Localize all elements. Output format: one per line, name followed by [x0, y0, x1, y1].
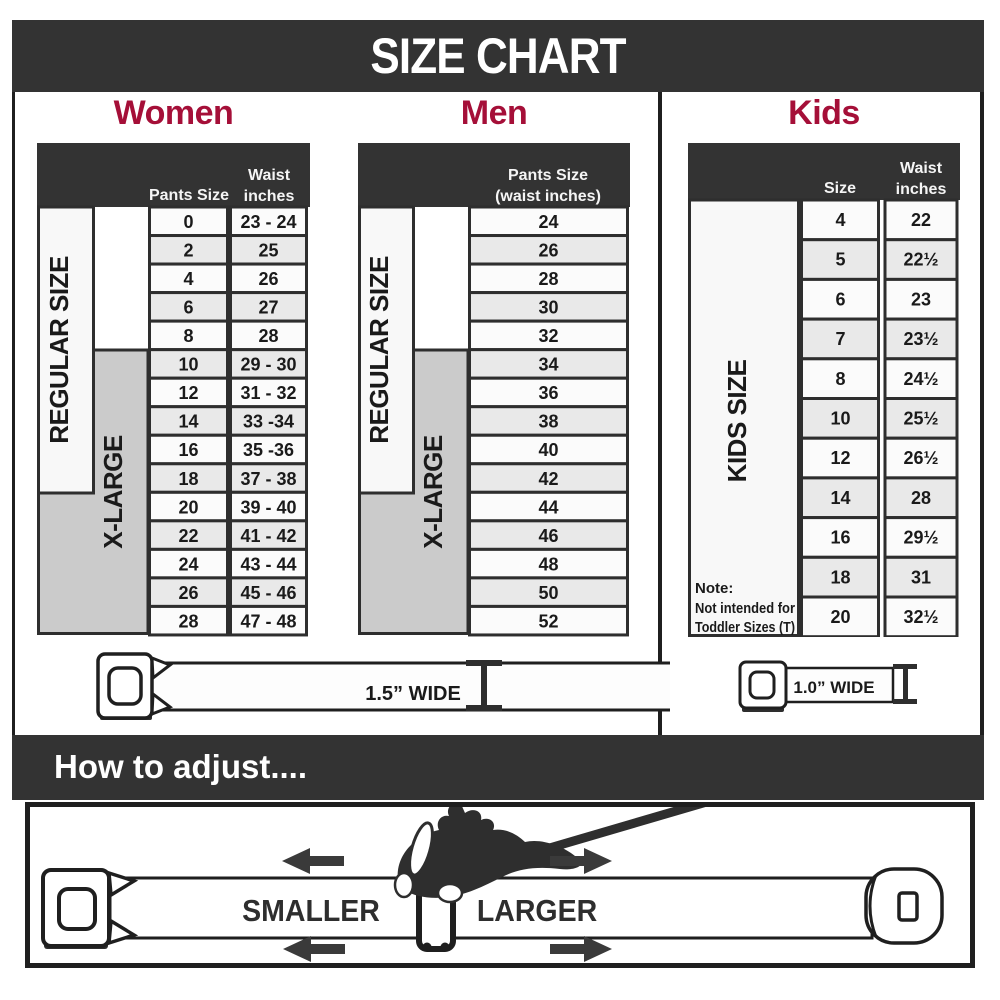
svg-text:24: 24 [538, 212, 559, 232]
adult-belt-illustration [90, 648, 670, 737]
svg-text:25½: 25½ [903, 408, 939, 429]
panel-divider [658, 92, 662, 735]
svg-text:27: 27 [258, 297, 279, 318]
svg-text:Pants Size: Pants Size [507, 167, 589, 184]
svg-text:12: 12 [830, 448, 851, 469]
women-size-table [37, 143, 310, 642]
svg-text:23½: 23½ [903, 329, 939, 350]
svg-text:43 - 44: 43 - 44 [240, 554, 297, 575]
men-size-table [358, 143, 630, 642]
svg-text:10: 10 [830, 408, 851, 429]
men-section-title: Men [460, 94, 528, 132]
svg-text:29½: 29½ [903, 527, 939, 548]
kids-belt-width-label: 1.0” WIDE [793, 678, 875, 697]
svg-text:28: 28 [178, 611, 199, 632]
svg-text:8: 8 [835, 368, 846, 389]
svg-text:45 - 46: 45 - 46 [240, 582, 297, 603]
kids-note-line3: Toddler Sizes (T) [695, 619, 795, 636]
svg-text:41 - 42: 41 - 42 [240, 525, 297, 546]
svg-text:24: 24 [178, 554, 199, 575]
svg-text:31: 31 [910, 567, 932, 588]
svg-text:42: 42 [538, 468, 559, 489]
svg-text:18: 18 [830, 567, 851, 588]
svg-text:47 - 48: 47 - 48 [240, 611, 297, 632]
svg-text:24½: 24½ [903, 368, 939, 389]
title-bar [12, 20, 984, 92]
adult-belt-width-label: 1.5” WIDE [365, 683, 461, 705]
svg-text:16: 16 [178, 440, 199, 461]
svg-text:16: 16 [830, 527, 851, 548]
svg-text:Size: Size [823, 180, 857, 197]
main-panels [12, 92, 984, 735]
women-regular-size-label: REGULAR SIZE [44, 256, 74, 444]
men-xlarge-label: X-LARGE [418, 435, 448, 549]
svg-text:37 - 38: 37 - 38 [240, 468, 297, 489]
smaller-label: SMALLER [242, 893, 380, 929]
svg-text:14: 14 [830, 487, 851, 508]
smaller-arrow-icon [282, 848, 344, 874]
svg-text:inches: inches [243, 188, 295, 205]
larger-label: LARGER [476, 893, 598, 929]
svg-text:39 - 40: 39 - 40 [240, 497, 297, 518]
svg-text:14: 14 [178, 411, 199, 432]
svg-text:6: 6 [183, 297, 194, 318]
men-regular-size-label: REGULAR SIZE [364, 256, 394, 444]
svg-text:36: 36 [538, 383, 559, 404]
kids-note-line2: Not intended for [695, 600, 796, 617]
page-title: SIZE CHART [370, 28, 626, 84]
svg-text:31 - 32: 31 - 32 [240, 383, 297, 404]
svg-text:12: 12 [178, 383, 199, 404]
svg-text:(waist inches): (waist inches) [495, 188, 601, 205]
smaller-arrow-icon [283, 936, 345, 962]
svg-text:52: 52 [538, 611, 559, 632]
svg-text:20: 20 [178, 497, 199, 518]
svg-text:26: 26 [258, 269, 279, 290]
svg-text:38: 38 [538, 411, 559, 432]
svg-text:44: 44 [538, 497, 559, 518]
women-section-title: Women [113, 94, 234, 132]
svg-text:0: 0 [183, 212, 194, 232]
kids-size-label: KIDS SIZE [722, 359, 752, 483]
right-border [980, 92, 984, 735]
svg-text:Pants Size: Pants Size [148, 187, 230, 204]
svg-text:8: 8 [183, 326, 194, 347]
svg-text:Waist: Waist [899, 160, 943, 177]
svg-text:40: 40 [538, 440, 559, 461]
svg-text:7: 7 [835, 329, 846, 350]
kids-belt-illustration [730, 655, 930, 720]
svg-text:Waist: Waist [247, 167, 291, 184]
svg-text:5: 5 [835, 249, 846, 270]
svg-text:6: 6 [835, 289, 846, 310]
svg-text:50: 50 [538, 582, 559, 603]
left-border [12, 92, 15, 735]
svg-text:4: 4 [183, 269, 194, 290]
svg-text:2: 2 [183, 240, 194, 261]
svg-text:29 - 30: 29 - 30 [240, 354, 297, 375]
kids-section-title: Kids [788, 94, 860, 132]
svg-text:48: 48 [538, 554, 559, 575]
svg-text:46: 46 [538, 525, 559, 546]
svg-text:28: 28 [258, 326, 279, 347]
how-to-adjust-bar [12, 735, 984, 800]
svg-text:22: 22 [910, 210, 932, 230]
adjust-belt-illustration [30, 807, 970, 968]
svg-text:18: 18 [178, 468, 199, 489]
svg-text:34: 34 [538, 354, 559, 375]
svg-text:25: 25 [258, 240, 279, 261]
svg-text:22: 22 [178, 525, 199, 546]
svg-text:23 - 24: 23 - 24 [240, 212, 297, 232]
svg-text:28: 28 [910, 487, 932, 508]
svg-text:23: 23 [910, 289, 932, 310]
svg-text:33 -34: 33 -34 [242, 411, 295, 432]
svg-text:28: 28 [538, 269, 559, 290]
svg-text:26½: 26½ [903, 448, 939, 469]
svg-text:35 -36: 35 -36 [242, 440, 295, 461]
svg-text:32: 32 [538, 326, 559, 347]
svg-text:26: 26 [538, 240, 559, 261]
adjust-illustration-box [25, 802, 975, 968]
svg-text:10: 10 [178, 354, 199, 375]
svg-text:32½: 32½ [903, 607, 939, 627]
larger-arrow-icon [550, 936, 612, 962]
svg-text:26: 26 [178, 582, 199, 603]
kids-size-table [688, 143, 960, 642]
kids-note-line1: Note: [695, 580, 734, 597]
svg-text:4: 4 [835, 210, 846, 230]
how-to-adjust-title: How to adjust.... [54, 748, 307, 785]
svg-text:30: 30 [538, 297, 559, 318]
women-xlarge-label: X-LARGE [98, 435, 128, 549]
svg-text:inches: inches [895, 181, 947, 198]
svg-text:20: 20 [830, 607, 851, 627]
svg-text:22½: 22½ [903, 249, 939, 270]
